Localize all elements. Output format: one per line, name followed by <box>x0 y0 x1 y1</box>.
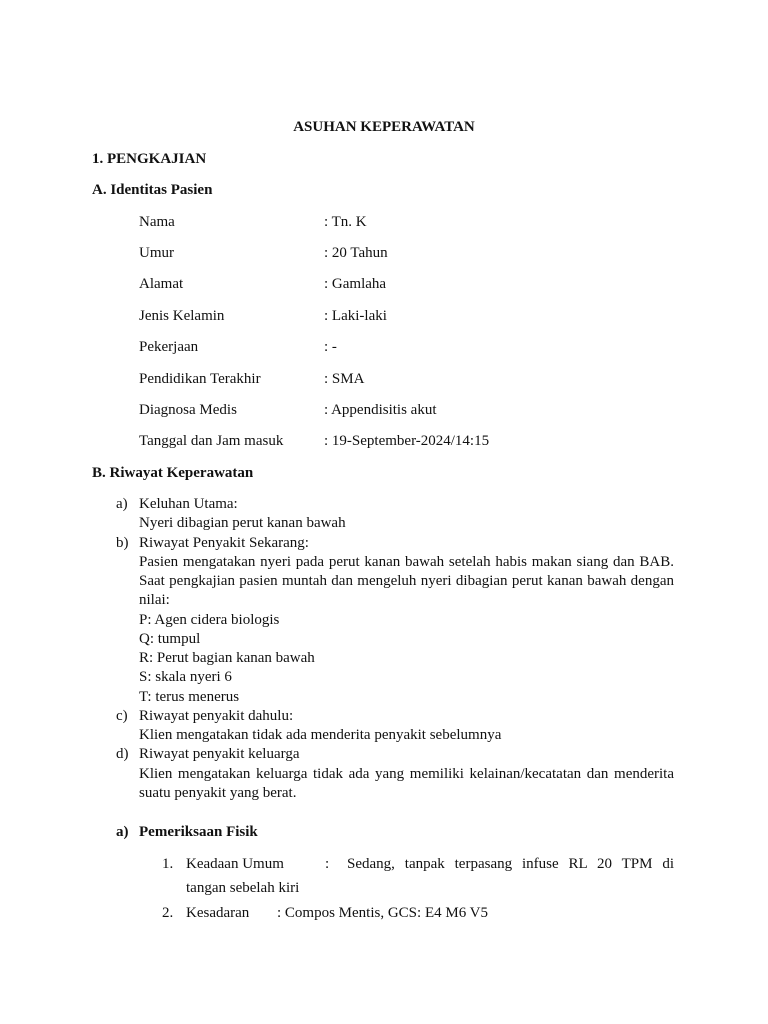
pain-assessment-line: T: terus menerus <box>139 689 240 705</box>
history-item-title: Riwayat penyakit keluarga <box>139 746 300 762</box>
section-heading-riwayat: B. Riwayat Keperawatan <box>92 465 254 481</box>
exam-item-colon: : <box>325 856 330 872</box>
history-item-text: Pasien mengatakan nyeri pada perut kanan bawah setelah habis makan siang dan BAB. Saat pengkajian pasien muntah dan mengeluh nyeri dibagian perut kanan bawah dengan nilai: <box>139 554 674 608</box>
history-item-title: Riwayat Penyakit Sekarang: <box>139 535 309 551</box>
identity-value: : Appendisitis akut <box>324 402 437 418</box>
history-item-text: Klien mengatakan keluarga tidak ada yang memiliki kelainan/kecatatan dan menderita suatu penyakit yang berat. <box>139 766 674 801</box>
identity-label: Alamat <box>139 276 184 292</box>
pain-assessment-line: Q: tumpul <box>139 631 201 647</box>
list-number: 1. <box>162 856 174 872</box>
section-heading-identitas: A. Identitas Pasien <box>92 182 213 198</box>
identity-label: Umur <box>139 245 174 261</box>
identity-label: Pendidikan Terakhir <box>139 371 261 387</box>
history-item-title: Riwayat penyakit dahulu: <box>139 708 294 724</box>
list-number: 2. <box>162 905 174 921</box>
exam-item-value: : Compos Mentis, GCS: E4 M6 V5 <box>277 905 489 921</box>
identity-value: : Laki-laki <box>324 308 387 324</box>
section-heading-pengkajian: 1. PENGKAJIAN <box>92 151 207 167</box>
exam-item-value-continued: tangan sebelah kiri <box>186 880 300 896</box>
history-item-text: Nyeri dibagian perut kanan bawah <box>139 515 346 531</box>
identity-label: Jenis Kelamin <box>139 308 225 324</box>
list-marker: d) <box>116 746 129 762</box>
identity-label: Pekerjaan <box>139 339 199 355</box>
pain-assessment-line: R: Perut bagian kanan bawah <box>139 650 315 666</box>
identity-value: : Gamlaha <box>324 276 387 292</box>
pain-assessment-line: P: Agen cidera biologis <box>139 612 280 628</box>
identity-label: Nama <box>139 214 175 230</box>
list-marker: b) <box>116 535 129 551</box>
identity-label: Tanggal dan Jam masuk <box>139 433 284 449</box>
identity-value: : 20 Tahun <box>324 245 388 261</box>
identity-value: : - <box>324 339 337 355</box>
identity-value: : 19-September-2024/14:15 <box>324 433 490 449</box>
list-marker: c) <box>116 708 128 724</box>
identity-label: Diagnosa Medis <box>139 402 237 418</box>
exam-item-label: Keadaan Umum <box>186 856 284 872</box>
document-title: ASUHAN KEPERAWATAN <box>293 119 475 135</box>
list-marker: a) <box>116 824 129 840</box>
identity-value: : Tn. K <box>324 214 367 230</box>
pain-assessment-line: S: skala nyeri 6 <box>139 669 232 685</box>
exam-item-value: Sedang, tanpak terpasang infuse RL 20 TPM di <box>347 856 674 872</box>
identity-value: : SMA <box>324 371 365 387</box>
list-marker: a) <box>116 496 128 512</box>
history-item-text: Klien mengatakan tidak ada menderita penyakit sebelumnya <box>139 727 502 743</box>
exam-heading: Pemeriksaan Fisik <box>139 824 258 840</box>
exam-item-label: Kesadaran <box>186 905 250 921</box>
history-item-title: Keluhan Utama: <box>139 496 238 512</box>
